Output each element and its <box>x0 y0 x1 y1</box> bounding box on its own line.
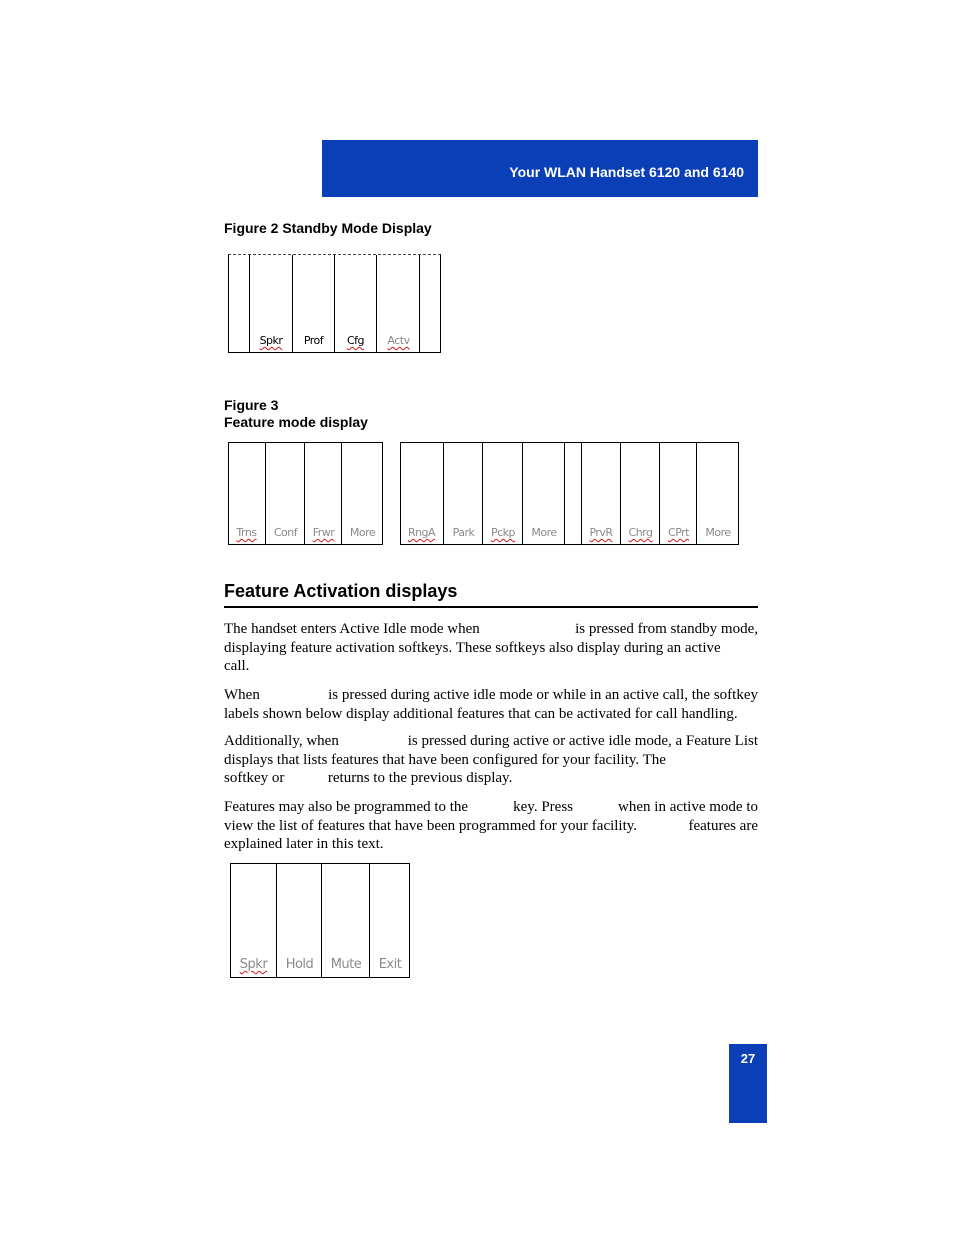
softkey-conf <box>265 443 305 544</box>
header-band <box>322 140 758 197</box>
text-run: key. Press <box>513 799 573 815</box>
softkey-exit <box>369 864 410 977</box>
softkey-cfg <box>334 255 376 352</box>
softkey-label: Park <box>452 526 475 539</box>
standby-display <box>228 254 441 353</box>
text-run: Additionally, when <box>224 733 339 749</box>
text-run: when in active mode to <box>618 799 758 815</box>
figure-3-caption-number: Figure 3 <box>224 397 279 413</box>
softkey-label: Frwr <box>312 526 335 539</box>
running-header-title: Your WLAN Handset 6120 and 6140 <box>509 164 744 180</box>
softkey-label: Exit <box>378 957 402 972</box>
active-call-display <box>230 863 410 978</box>
page-number-tab <box>729 1044 767 1123</box>
text-run: Features may also be programmed to the <box>224 799 469 815</box>
text-run: view the list of features that have been programmed for your facility. <box>224 817 638 834</box>
text-line: call. <box>224 658 250 674</box>
softkey-label: Spkr <box>259 334 283 347</box>
softkey-label: More <box>705 526 731 539</box>
softkey-label: CPrt <box>668 526 689 539</box>
softkey-frwr <box>304 443 342 544</box>
figure-2-caption: Figure 2 Standby Mode Display <box>224 220 432 236</box>
softkey-trns <box>229 443 264 544</box>
paragraph-4 <box>224 798 758 854</box>
figure-3-caption <box>224 397 368 431</box>
softkey-label: Prof <box>303 334 324 347</box>
paragraph-1 <box>224 620 758 676</box>
text-run: returns to the previous display. <box>327 770 513 786</box>
softkey-chrg <box>620 443 660 544</box>
softkey-more <box>522 443 565 544</box>
text-run: is pressed from standby mode, <box>575 621 758 637</box>
text-line: displaying feature activation softkeys. These softkeys also display during an active <box>224 639 721 656</box>
display-right-margin <box>564 443 582 544</box>
softkey-label: Cfg <box>346 334 365 347</box>
text-line: displays that lists features that have been configured for your facility. The <box>224 751 666 768</box>
softkey-spkr <box>231 864 276 977</box>
softkey-mute <box>321 864 370 977</box>
page-number: 27 <box>740 1051 756 1066</box>
text-run: When <box>224 687 260 703</box>
softkey-label: Conf <box>273 526 298 539</box>
softkey-spkr <box>249 255 292 352</box>
softkey-label: PrvR <box>589 526 613 539</box>
softkey-prof <box>292 255 334 352</box>
display-right-margin <box>419 255 441 352</box>
feature-display-2 <box>400 442 582 545</box>
softkey-pckp <box>482 443 523 544</box>
softkey-park <box>443 443 483 544</box>
softkey-label: RngA <box>407 526 436 539</box>
softkey-more <box>696 443 739 544</box>
softkey-hold <box>276 864 322 977</box>
softkey-label: Actv <box>387 334 410 347</box>
text-run: softkey or <box>224 770 285 786</box>
text-line: labels shown below display additional features that can be activated for call handling. <box>224 705 738 722</box>
softkey-label: Trns <box>236 526 257 539</box>
text-line: explained later in this text. <box>224 836 384 852</box>
softkey-prvr <box>582 443 620 544</box>
text-run: is pressed during active or active idle mode, a Feature List <box>407 733 758 749</box>
softkey-more <box>341 443 383 544</box>
feature-display-3 <box>581 442 739 545</box>
softkey-actv <box>376 255 420 352</box>
figure-3-caption-title: Feature mode display <box>224 414 368 430</box>
softkey-rnga <box>401 443 442 544</box>
text-run: The handset enters Active Idle mode when <box>224 621 480 637</box>
section-title: Feature Activation displays <box>224 581 758 608</box>
paragraph-3 <box>224 732 758 788</box>
softkey-label: Hold <box>285 957 314 972</box>
feature-display-1 <box>228 442 383 545</box>
softkey-cprt <box>659 443 697 544</box>
softkey-label: Spkr <box>239 957 268 972</box>
text-run: features are <box>688 817 758 834</box>
softkey-label: Chrg <box>628 526 653 539</box>
softkey-label: Pckp <box>490 526 516 539</box>
softkey-label: More <box>531 526 557 539</box>
paragraph-2 <box>224 686 758 723</box>
softkey-label: Mute <box>330 957 362 972</box>
softkey-label: More <box>349 526 376 539</box>
text-run: is pressed during active idle mode or while in an active call, the softkey <box>328 687 758 703</box>
